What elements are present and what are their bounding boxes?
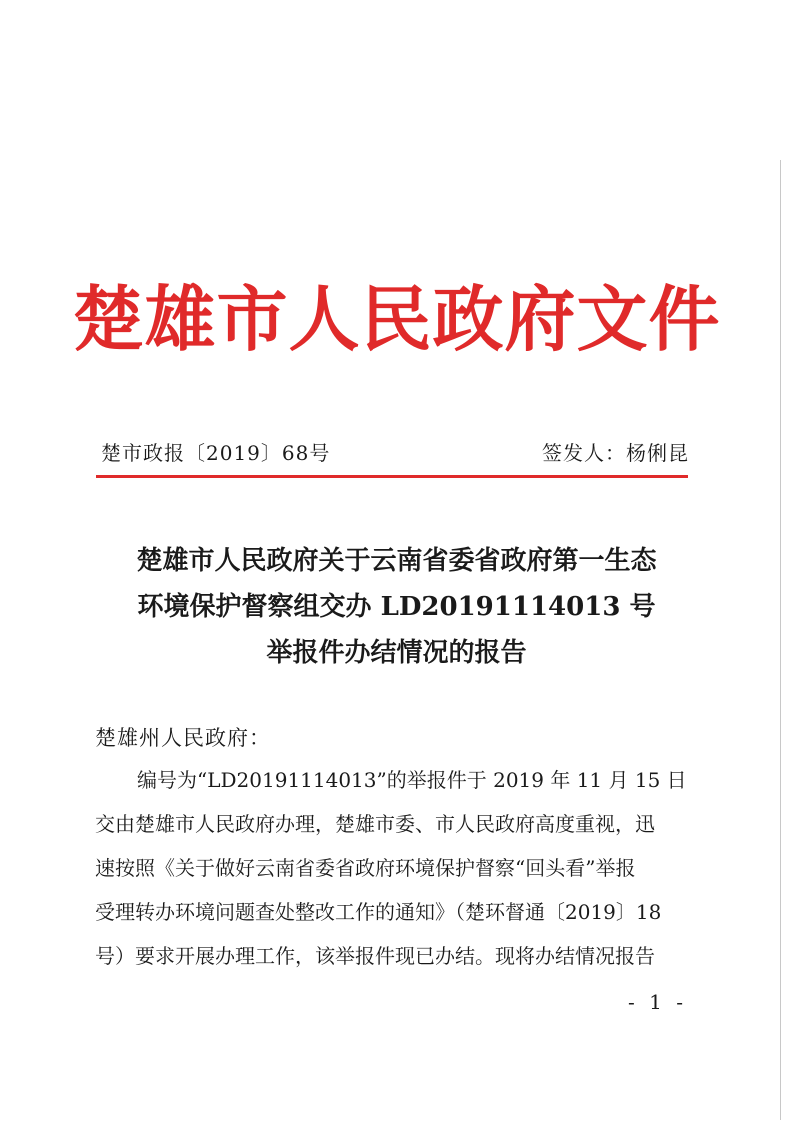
- body-paragraph: [95, 758, 695, 978]
- document-number: 楚市政报〔2019〕68号: [101, 441, 331, 465]
- scan-edge-line: [780, 160, 781, 1120]
- document-title-line: 举报件办结情况的报告: [266, 638, 527, 668]
- salutation: 楚雄州人民政府：: [95, 726, 271, 750]
- header-divider: [96, 475, 688, 478]
- signer: 签发人：杨俐昆: [542, 441, 689, 465]
- body-line: 速按照《关于做好云南省委省政府环境保护督察“回头看”举报: [95, 856, 636, 880]
- document-title-line: 环境保护督察组交办 LD20191114013 号: [137, 592, 656, 622]
- body-line: 受理转办环境问题查处整改工作的通知》（楚环督通〔2019〕18: [95, 900, 662, 924]
- document-title-line: 楚雄市人民政府关于云南省委省政府第一生态: [136, 546, 657, 576]
- body-line: 编号为“LD20191114013”的举报件于 2019 年 11 月 15 日: [137, 768, 687, 792]
- document-title: [70, 538, 723, 676]
- page-number: - 1 -: [628, 990, 687, 1014]
- body-line: 交由楚雄市人民政府办理，楚雄市委、市人民政府高度重视，迅: [95, 812, 655, 836]
- body-line: 号）要求开展办理工作，该举报件现已办结。现将办结情况报告: [95, 944, 655, 968]
- document-header-title: 楚雄市人民政府文件: [72, 278, 721, 361]
